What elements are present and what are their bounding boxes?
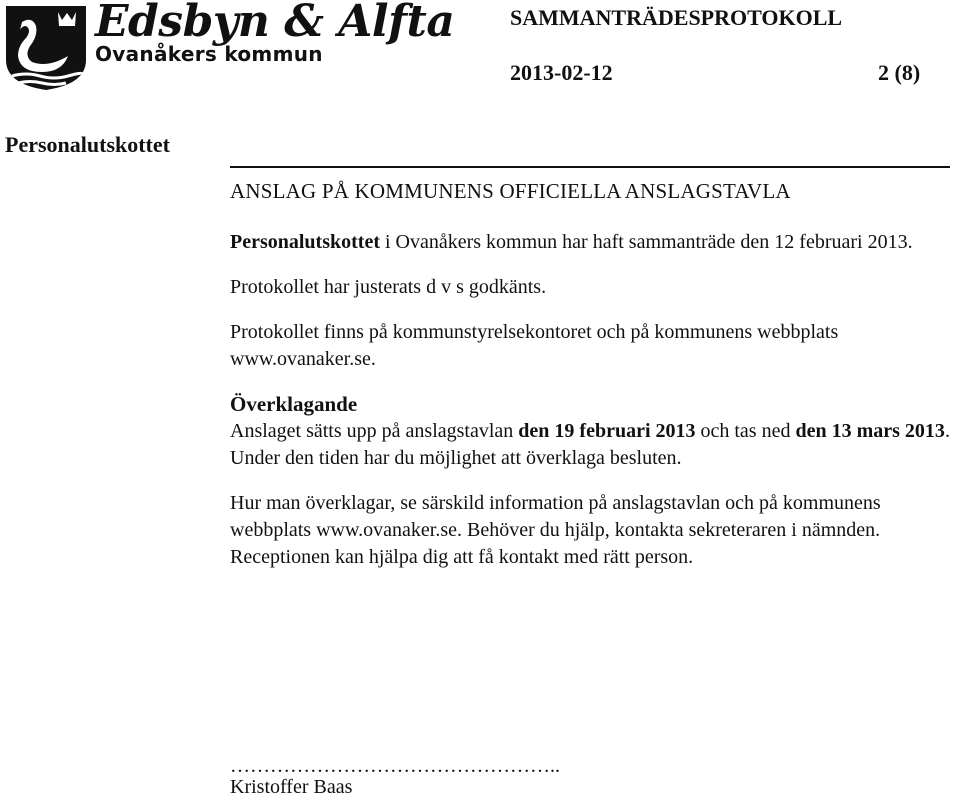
logo-name-line: Edsbyn & Alfta: [95, 0, 455, 47]
committee-name: Personalutskottet: [5, 132, 170, 157]
header-divider: [230, 166, 950, 168]
appeal-text-1: Anslaget sätts upp på anslagstavlan: [230, 420, 519, 442]
appeal-text-2: och tas ned: [695, 420, 796, 442]
notice-paragraph-1: [230, 229, 955, 256]
appeal-paragraph: [230, 418, 955, 472]
appeal-heading: Överklagande: [230, 392, 358, 416]
posting-date: den 19 februari 2013: [518, 420, 696, 442]
signature-line: …………………………………………..: [230, 755, 560, 777]
notice-paragraph-3: Protokollet finns på kommunstyrelsekontoret och på kommunens webbplats www.ovanaker.se.: [230, 321, 839, 370]
swan-crest-icon: [2, 2, 90, 92]
committee-bold: Personalutskottet: [230, 231, 380, 253]
logo-municipality: Ovanåkers kommun: [95, 42, 323, 66]
removal-date: den 13 mars 2013: [795, 420, 945, 442]
document-date: 2013-02-12: [510, 60, 613, 85]
paragraph-1-text: i Ovanåkers kommun har haft sammanträde den 12 februari 2013.: [379, 231, 913, 253]
notice-heading: ANSLAG PÅ KOMMUNENS OFFICIELLA ANSLAGSTAVLA: [230, 179, 791, 203]
page-number: 2 (8): [878, 60, 921, 85]
notice-paragraph-2: Protokollet har justerats d v s godkänts.: [230, 276, 547, 298]
signer-name: Kristoffer Baas: [230, 776, 353, 798]
notice-paragraph-4: Hur man överklagar, se särskild information på anslagstavlan och på kommunens webbplats www.ovanaker.se. Behöver du hjälp, kontakta sekreteraren i nämnden. Receptionen kan hjälpa dig att få kontakt med rätt person.: [230, 492, 881, 568]
appeal-text-3: . Under den tiden har du möjlighet att överklaga besluten.: [230, 420, 950, 469]
municipality-logo: [0, 0, 455, 95]
notice-body: [230, 178, 955, 589]
document-type: SAMMANTRÄDESPROTOKOLL: [510, 5, 843, 30]
